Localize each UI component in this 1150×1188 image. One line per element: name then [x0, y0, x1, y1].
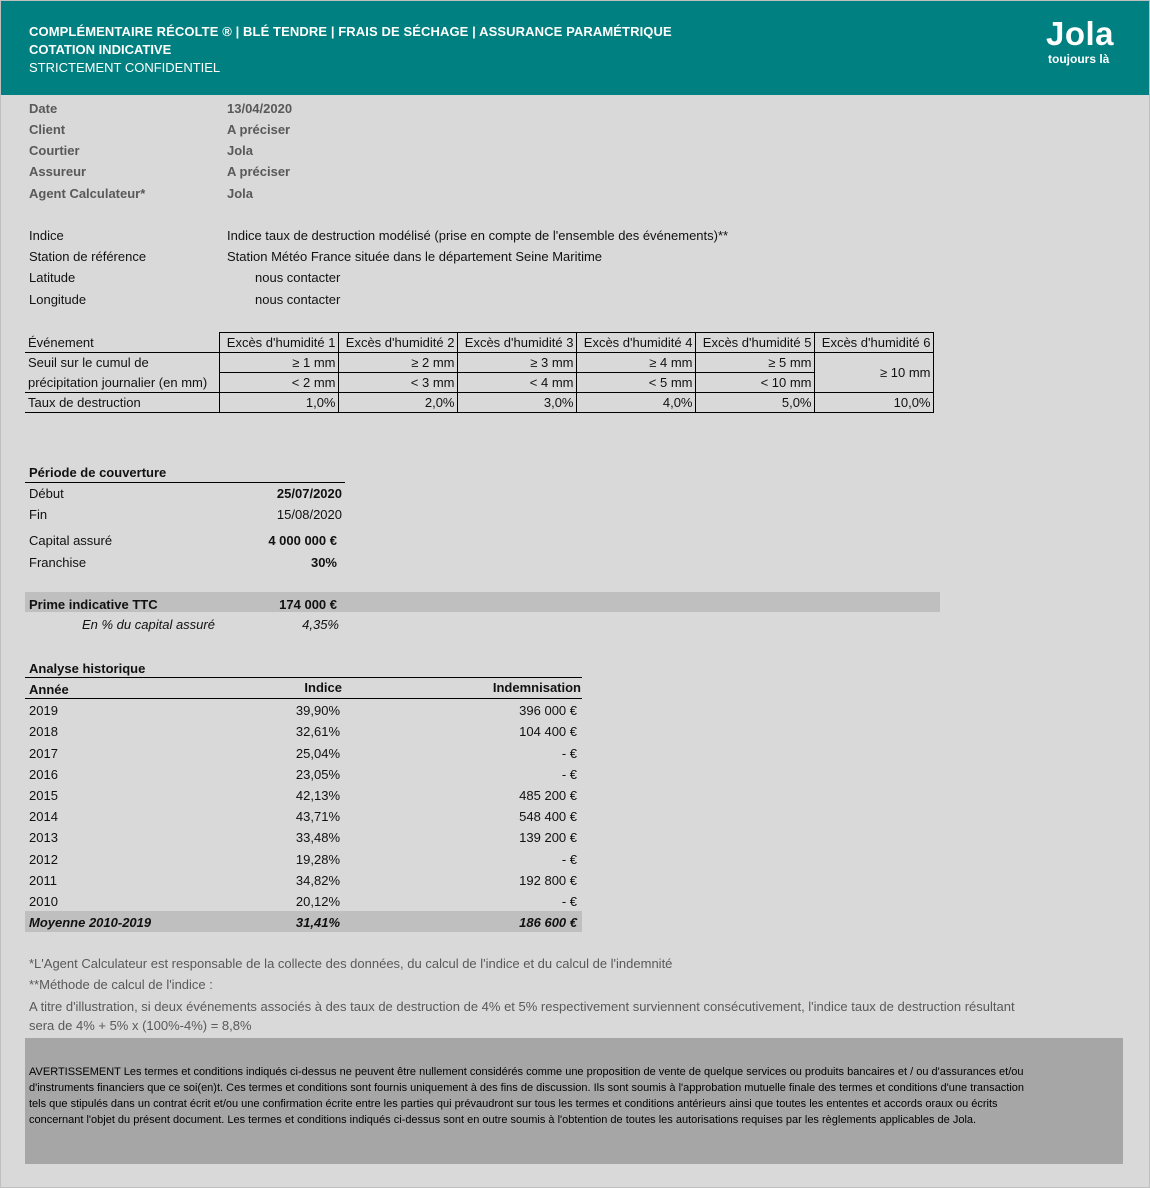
longitude-label: Longitude — [29, 292, 87, 307]
premium-pct-value: 4,35% — [302, 617, 339, 632]
station-value: Station Météo France située dans le département Seine Maritime — [227, 249, 603, 264]
history-index: 33,48% — [295, 830, 340, 845]
threshold-upper-3: < 4 mm — [457, 373, 576, 393]
history-year: 2015 — [29, 788, 58, 803]
history-row — [29, 873, 581, 894]
calc-agent-value: Jola — [227, 186, 254, 201]
end-value: 15/08/2020 — [276, 507, 342, 522]
history-indemn: - € — [561, 894, 577, 909]
index-value: Indice taux de destruction modélisé (prise en compte de l'ensemble des événements)** — [227, 228, 729, 243]
start-label: Début — [29, 486, 64, 501]
threshold-lower-4: ≥ 4 mm — [576, 353, 695, 373]
history-index: 19,28% — [295, 852, 340, 867]
history-title: Analyse historique — [29, 661, 146, 676]
history-year: 2013 — [29, 830, 58, 845]
client-label: Client — [29, 122, 66, 137]
history-indemn: 192 800 € — [519, 873, 577, 888]
client-value: A préciser — [227, 122, 291, 137]
longitude-value: nous contacter — [255, 292, 341, 307]
jola-logo: Jola — [1046, 15, 1115, 52]
history-indemn: - € — [561, 767, 577, 782]
history-row — [29, 788, 581, 809]
history-indemn: - € — [561, 852, 577, 867]
footnote-agent: *L'Agent Calculateur est responsable de la collecte des données, du calcul de l'indice et du calcul de l'indemnité — [29, 956, 673, 971]
threshold-lower-5: ≥ 5 mm — [695, 353, 814, 373]
threshold-upper-4: < 5 mm — [576, 373, 695, 393]
threshold-label-2: précipitation journalier (en mm) — [28, 374, 208, 390]
history-indemn: 396 000 € — [519, 703, 577, 718]
event-row-label: Événement — [28, 334, 94, 350]
threshold-upper-1: < 2 mm — [219, 373, 338, 393]
threshold-label-1: Seuil sur le cumul de — [25, 353, 219, 373]
coverage-divider — [25, 482, 345, 483]
logo-tagline: toujours là — [1048, 52, 1110, 66]
history-year: 2017 — [29, 746, 58, 761]
calc-agent-label: Agent Calculateur* — [29, 186, 146, 201]
event-name-6: Excès d'humidité 6 — [814, 333, 933, 353]
latitude-label: Latitude — [29, 270, 76, 285]
history-index: 34,82% — [295, 873, 340, 888]
date-value: 13/04/2020 — [227, 101, 293, 116]
history-year: 2016 — [29, 767, 58, 782]
history-col-index: Indice — [304, 680, 342, 695]
rate-4: 4,0% — [576, 393, 695, 413]
event-name-1: Excès d'humidité 1 — [219, 333, 338, 353]
insurer-label: Assureur — [29, 164, 87, 179]
history-header-divider — [25, 698, 582, 699]
document-subtitle: COTATION INDICATIVE — [29, 42, 172, 57]
threshold-lower-3: ≥ 3 mm — [457, 353, 576, 373]
average-row — [29, 915, 581, 936]
history-row — [29, 767, 581, 788]
history-row — [29, 852, 581, 873]
header-banner — [1, 1, 1149, 95]
franchise-label: Franchise — [29, 555, 87, 570]
rate-5: 5,0% — [695, 393, 814, 413]
history-year: 2011 — [29, 873, 57, 888]
history-col-indemn: Indemnisation — [492, 680, 581, 695]
history-row — [29, 746, 581, 767]
history-year: 2010 — [29, 894, 58, 909]
event-name-3: Excès d'humidité 3 — [457, 333, 576, 353]
history-index: 20,12% — [295, 894, 340, 909]
history-row — [29, 703, 581, 724]
rate-6: 10,0% — [814, 393, 933, 413]
capital-value: 4 000 000 € — [268, 533, 337, 548]
history-index: 32,61% — [295, 724, 340, 739]
insurer-value: A préciser — [227, 164, 291, 179]
confidentiality-label: STRICTEMENT CONFIDENTIEL — [29, 60, 221, 75]
history-year: 2012 — [29, 852, 58, 867]
latitude-value: nous contacter — [255, 270, 341, 285]
footnote-example-2: sera de 4% + 5% x (100%-4%) = 8,8% — [29, 1018, 252, 1033]
average-index: 31,41% — [295, 915, 340, 930]
broker-label: Courtier — [29, 143, 80, 158]
disclaimer-text: AVERTISSEMENT Les termes et conditions indiqués ci-dessus ne peuvent être nullement considérés comme une proposition de vente de quelque services ou produits bancaires et / ou d'assurances et/ou d'instruments financiers que ce soi(en)t. Ces termes et conditions sont fournis uniquement à des fins de discussion. Ils sont soumis à l'approbation mutuelle finale des termes et conditions d'une transaction tels que stipulés dans un contrat écrit et/ou une confirmation écrite entre les parties qui prévaudront sur tous les termes et conditions antérieurs ainsi que toutes les ententes et accords oraux ou écrits concernant l'objet du présent document. Les termes et conditions indiqués ci-dessus sont en outre soumis à l'obtention de toutes les autorisations requises par les règlements applicables de Jola. — [29, 1066, 1024, 1126]
rate-3: 3,0% — [457, 393, 576, 413]
station-label: Station de référence — [29, 249, 147, 264]
premium-value: 174 000 € — [279, 597, 337, 612]
history-divider — [25, 677, 582, 678]
end-label: Fin — [29, 507, 48, 522]
date-label: Date — [29, 101, 58, 116]
history-year: 2019 — [29, 703, 58, 718]
rate-1: 1,0% — [219, 393, 338, 413]
average-label: Moyenne 2010-2019 — [29, 915, 152, 930]
document-title: COMPLÉMENTAIRE RÉCOLTE ® | BLÉ TENDRE | FRAIS DE SÉCHAGE | ASSURANCE PARAMÉTRIQUE — [29, 24, 672, 39]
history-row — [29, 724, 581, 745]
history-year: 2018 — [29, 724, 58, 739]
premium-label: Prime indicative TTC — [29, 597, 158, 612]
history-row — [29, 809, 581, 830]
index-label: Indice — [29, 228, 64, 243]
threshold-lower-1: ≥ 1 mm — [219, 353, 338, 373]
history-index: 23,05% — [295, 767, 340, 782]
history-indemn: 485 200 € — [519, 788, 577, 803]
broker-value: Jola — [227, 143, 254, 158]
capital-label: Capital assuré — [29, 533, 113, 548]
history-index: 43,71% — [295, 809, 340, 824]
rate-2: 2,0% — [338, 393, 457, 413]
history-col-year: Année — [29, 682, 69, 697]
threshold-upper-2: < 3 mm — [338, 373, 457, 393]
history-indemn: - € — [561, 746, 577, 761]
threshold-lower-2: ≥ 2 mm — [338, 353, 457, 373]
history-indemn: 139 200 € — [519, 830, 577, 845]
disclaimer-box — [25, 1038, 1123, 1164]
footnote-example-1: A titre d'illustration, si deux événements associés à des taux de destruction de 4% et 5% respectivement surviennent consécutivement, l'indice taux de destruction résultant — [29, 999, 1015, 1014]
event-table — [25, 332, 934, 413]
event-name-2: Excès d'humidité 2 — [338, 333, 457, 353]
footnote-method: **Méthode de calcul de l'indice : — [29, 977, 213, 992]
history-index: 25,04% — [295, 746, 340, 761]
event-name-4: Excès d'humidité 4 — [576, 333, 695, 353]
franchise-value: 30% — [310, 555, 337, 570]
premium-pct-label: En % du capital assuré — [82, 617, 215, 632]
coverage-title: Période de couverture — [29, 465, 167, 480]
threshold-upper-5: < 10 mm — [695, 373, 814, 393]
start-value: 25/07/2020 — [276, 486, 342, 501]
event-name-5: Excès d'humidité 5 — [695, 333, 814, 353]
history-indemn: 104 400 € — [519, 724, 577, 739]
premium-band — [25, 592, 940, 612]
history-year: 2014 — [29, 809, 58, 824]
history-row — [29, 830, 581, 851]
rate-label: Taux de destruction — [25, 393, 219, 413]
history-index: 42,13% — [295, 788, 340, 803]
average-indemn: 186 600 € — [519, 915, 577, 930]
history-index: 39,90% — [295, 703, 340, 718]
threshold-last: ≥ 10 mm — [814, 353, 933, 393]
history-indemn: 548 400 € — [519, 809, 577, 824]
